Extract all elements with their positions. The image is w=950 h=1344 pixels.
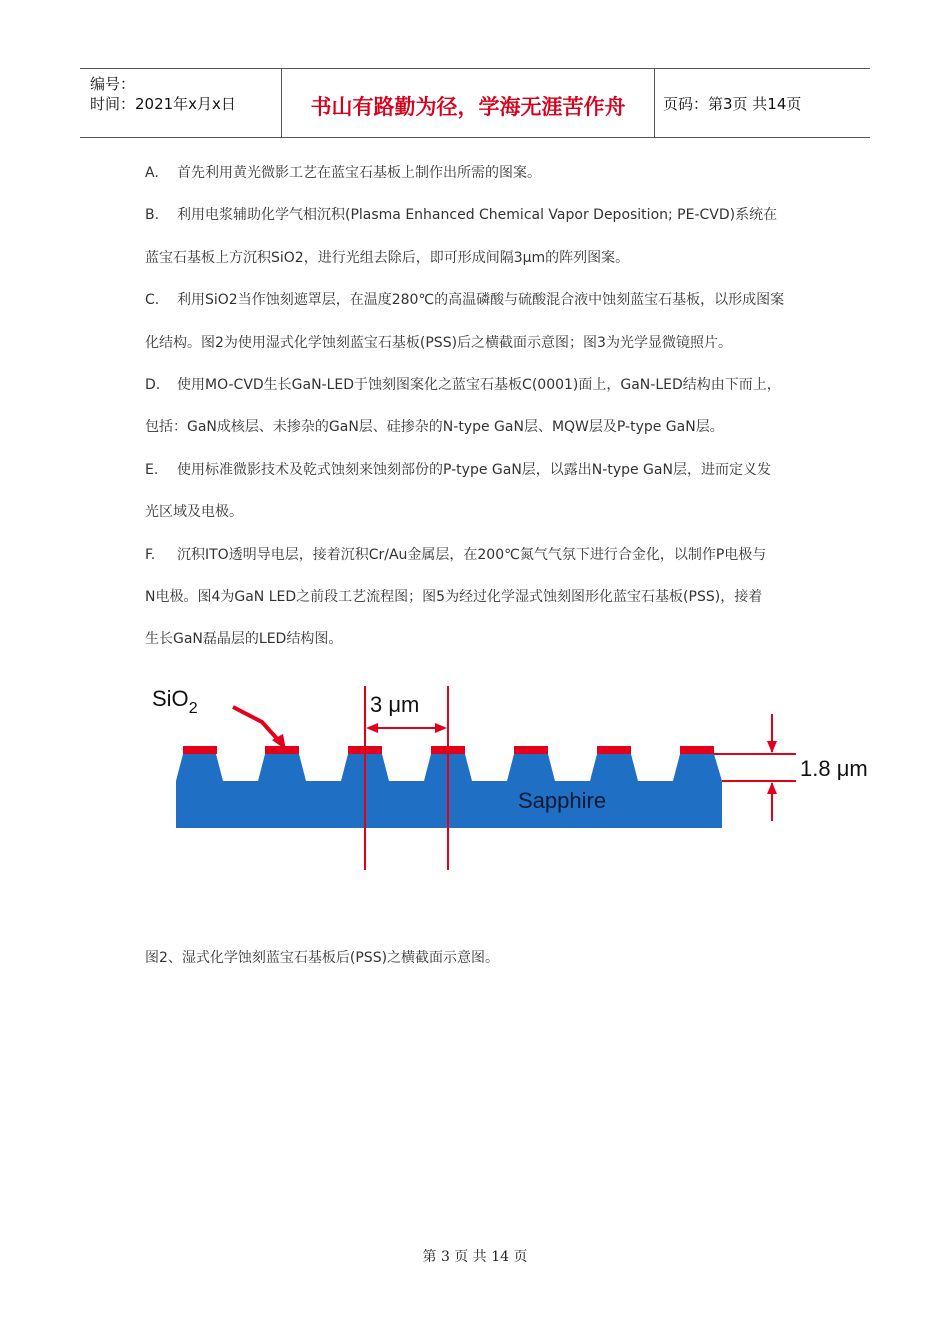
page-footer: 第 3 页 共 14 页 (422, 1249, 528, 1265)
sio2-pointer-arrow (233, 707, 280, 742)
height-arrowhead-lower (767, 782, 777, 794)
pitch-label: 3 μm (370, 692, 420, 717)
paragraph-text: 使用MO-CVD生长GaN-LED于蚀刻图案化之蓝宝石基板C(0001)面上，GaN-LED结构由下而上， (177, 377, 781, 393)
paragraph-text: N电极。图4为GaN LED之前段工艺流程图；图5为经过化学湿式蚀刻图形化蓝宝石基板(PSS)，接着 (145, 589, 763, 605)
header-page-label: 页码：第3页 共14页 (663, 95, 802, 113)
pitch-arrowhead-right (435, 723, 447, 733)
sio2-label: SiO$_2$ (152, 686, 198, 717)
step-label: E. (145, 461, 159, 478)
height-arrowhead-upper (767, 741, 777, 753)
sio2-pad (680, 746, 714, 754)
header-motto: 书山有路勤为径，学海无涯苦作舟 (310, 94, 626, 119)
paragraph-text: 沉积ITO透明导电层，接着沉积Cr/Au金属层，在200℃氮气气氛下进行合金化，以制作P电极与 (177, 546, 767, 563)
step-label: C. (145, 292, 160, 309)
sio2-pad (183, 746, 217, 754)
document-number-label: 编号： (90, 75, 136, 93)
step-label: F. (145, 546, 156, 563)
paragraph-text: 使用标准微影技术及乾式蚀刻来蚀刻部份的P-type GaN层，以露出N-type GaN层，进而定义发 (177, 461, 771, 478)
paragraph-text: 化结构。图2为使用湿式化学蚀刻蓝宝石基板(PSS)后之横截面示意图；图3为光学显微镜照片。 (145, 334, 732, 351)
pitch-arrowhead-left (366, 723, 378, 733)
paragraph-text: 光区域及电极。 (145, 504, 243, 521)
paragraph-text: 生长GaN磊晶层的LED结构图。 (145, 631, 343, 648)
sio2-pad (514, 746, 548, 754)
paragraph-text: 包括：GaN成核层、未掺杂的GaN层、硅掺杂的N-type GaN层、MQW层及P-type GaN层。 (145, 419, 724, 436)
step-label: D. (145, 377, 161, 393)
paragraph-text: 利用电浆辅助化学气相沉积(Plasma Enhanced Chemical Vapor Deposition; PE-CVD)系统在 (177, 207, 778, 224)
sio2-pad (597, 746, 631, 754)
step-label: A. (145, 165, 159, 181)
paragraph-text: 利用SiO2当作蚀刻遮罩层，在温度280℃的高温磷酸与硫酸混合液中蚀刻蓝宝石基板，以形成图案 (177, 292, 785, 309)
document-time-label: 时间：2021年x月x日 (90, 95, 236, 113)
paragraph-text: 蓝宝石基板上方沉积SiO2，进行光组去除后，即可形成间隔3μm的阵列图案。 (145, 249, 630, 266)
height-label: 1.8 μm (800, 756, 868, 781)
sio2-pad (265, 746, 299, 754)
substrate-label: Sapphire (518, 788, 607, 813)
paragraph-text: 首先利用黄光微影工艺在蓝宝石基板上制作出所需的图案。 (177, 165, 541, 181)
step-label: B. (145, 207, 160, 224)
figure-caption: 图2、湿式化学蚀刻蓝宝石基板后(PSS)之横截面示意图。 (145, 950, 500, 966)
